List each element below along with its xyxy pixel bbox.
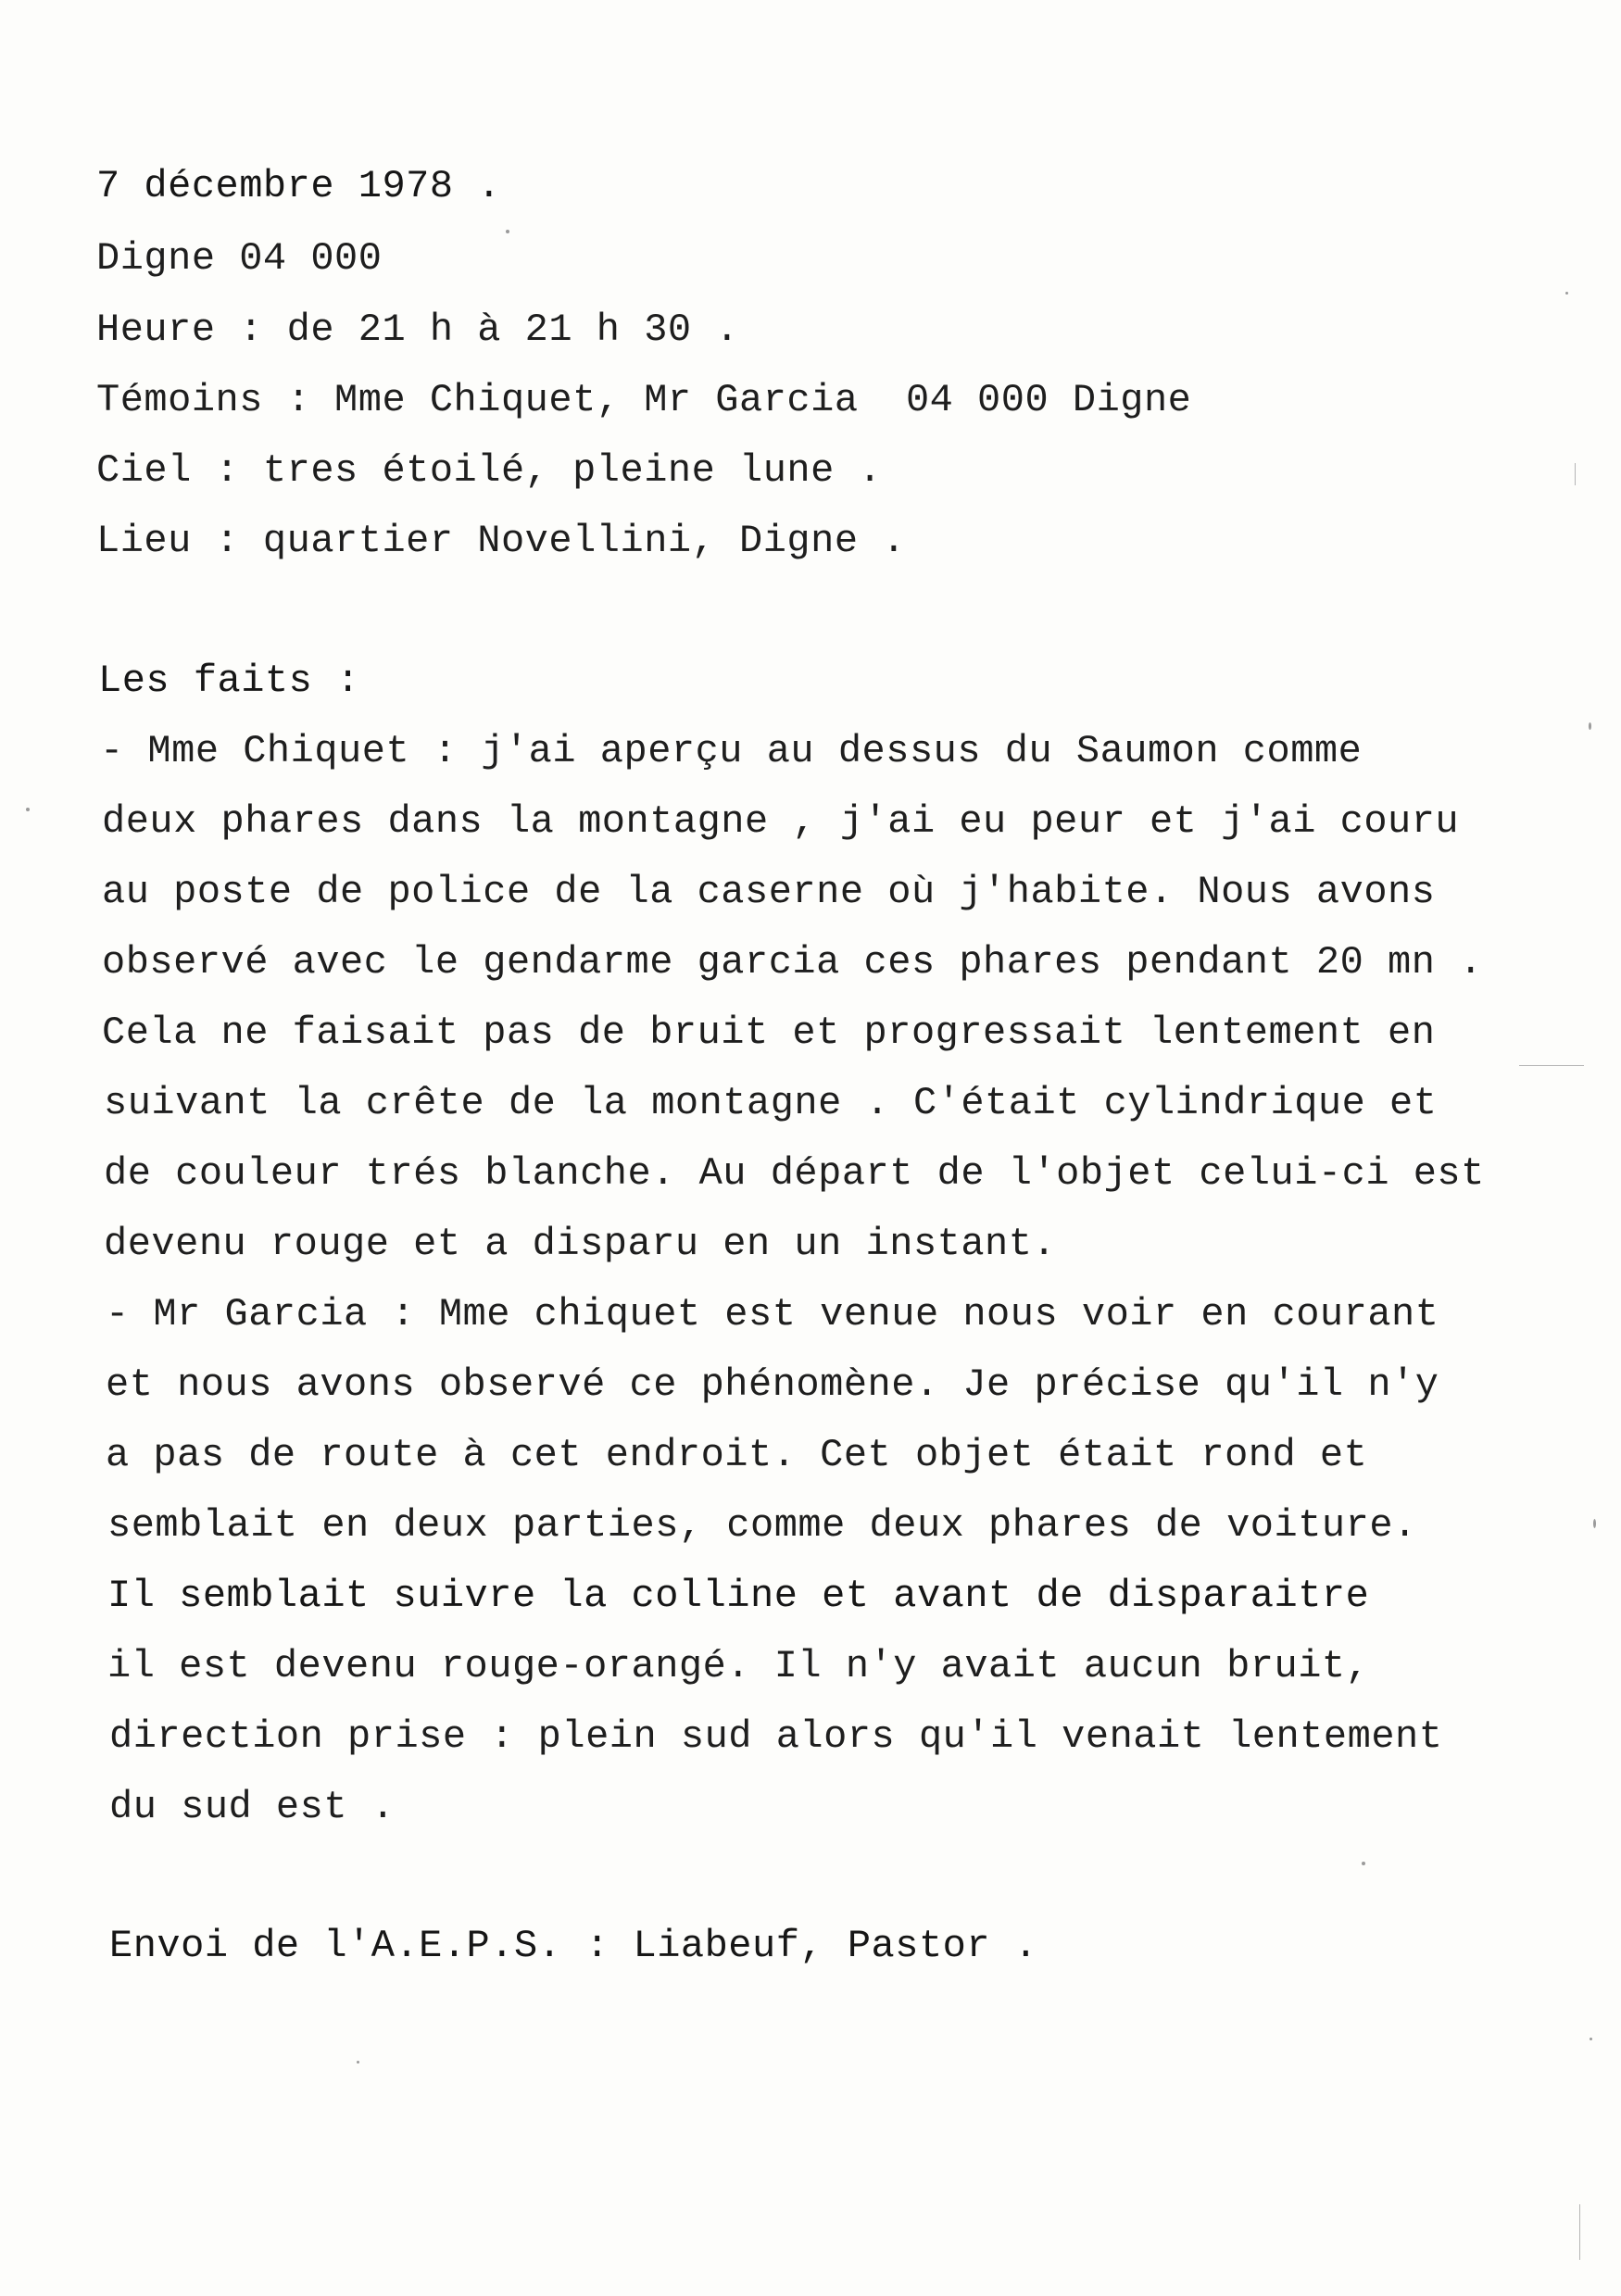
- scan-speck: [1593, 1519, 1596, 1528]
- facts-line: du sud est .: [109, 1785, 396, 1829]
- scan-speck: [1565, 292, 1568, 295]
- facts-line: il est devenu rouge-orangé. Il n'y avait aucun bruit,: [107, 1644, 1370, 1688]
- facts-line: devenu rouge et a disparu en un instant.: [104, 1222, 1057, 1266]
- facts-line: Cela ne faisait pas de bruit et progressait lentement en: [102, 1010, 1436, 1055]
- facts-line: - Mr Garcia : Mme chiquet est venue nous voir en courant: [106, 1292, 1439, 1336]
- facts-line: Il semblait suivre la colline et avant de disparaitre: [107, 1574, 1370, 1618]
- facts-line: - Mme Chiquet : j'ai aperçu au dessus du Saumon comme: [100, 729, 1363, 773]
- facts-line: suivant la crête de la montagne . C'était cylindrique et: [104, 1081, 1438, 1125]
- scan-speck: [1362, 1862, 1365, 1865]
- facts-line: a pas de route à cet endroit. Cet objet était rond et: [106, 1433, 1368, 1477]
- scan-mark: [1579, 2204, 1580, 2260]
- scan-speck: [506, 230, 509, 233]
- facts-line: direction prise : plein sud alors qu'il venait lentement: [109, 1714, 1443, 1759]
- sender-line: Envoi de l'A.E.P.S. : Liabeuf, Pastor .: [109, 1924, 1038, 1968]
- scan-mark: [1519, 1065, 1584, 1066]
- report-date: 7 décembre 1978 .: [96, 164, 501, 208]
- facts-line: de couleur trés blanche. Au départ de l'objet celui-ci est: [104, 1151, 1485, 1196]
- report-location: Lieu : quartier Novellini, Digne .: [96, 519, 906, 563]
- facts-line: deux phares dans la montagne , j'ai eu peur et j'ai couru: [102, 799, 1460, 844]
- facts-line: semblait en deux parties, comme deux phares de voiture.: [107, 1503, 1417, 1548]
- facts-heading: Les faits :: [98, 659, 360, 703]
- scan-speck: [1590, 2038, 1592, 2040]
- scan-speck: [1589, 722, 1591, 730]
- report-time: Heure : de 21 h à 21 h 30 .: [96, 307, 740, 352]
- facts-line: observé avec le gendarme garcia ces phares pendant 20 mn .: [102, 940, 1483, 985]
- scan-mark: [1575, 463, 1576, 485]
- scan-speck: [26, 808, 30, 811]
- facts-line: et nous avons observé ce phénomène. Je précise qu'il n'y: [106, 1362, 1439, 1407]
- report-place: Digne 04 000: [96, 236, 383, 281]
- report-witnesses: Témoins : Mme Chiquet, Mr Garcia 04 000 Digne: [96, 378, 1192, 422]
- scan-speck: [357, 2061, 359, 2064]
- report-sky: Ciel : tres étoilé, pleine lune .: [96, 448, 883, 493]
- facts-line: au poste de police de la caserne où j'habite. Nous avons: [102, 870, 1436, 914]
